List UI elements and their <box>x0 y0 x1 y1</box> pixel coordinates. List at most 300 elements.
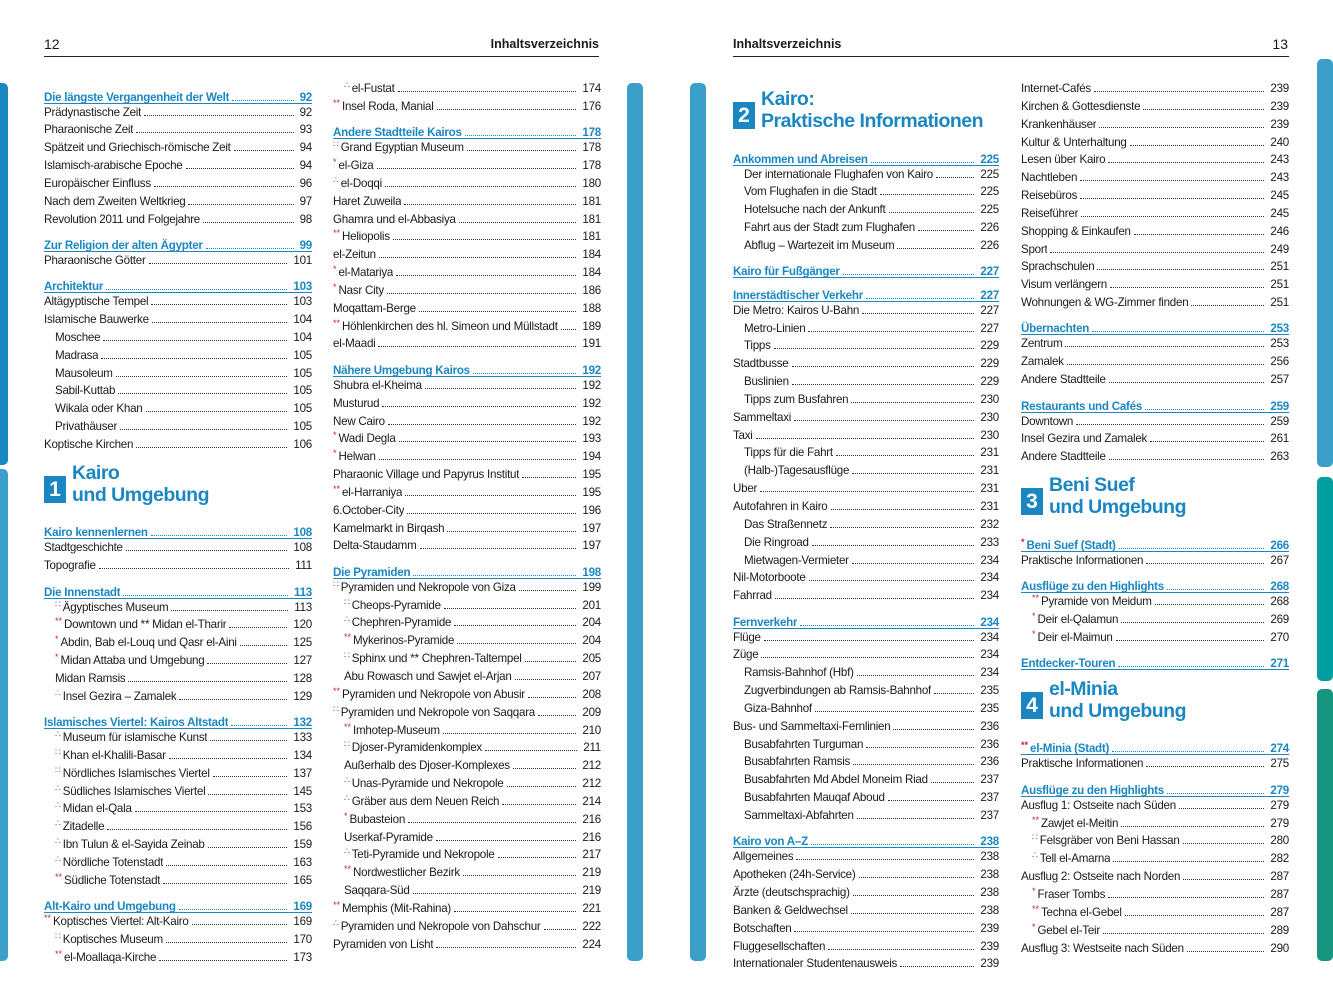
dot-leader <box>385 186 576 187</box>
toc-entry[interactable] <box>333 175 601 193</box>
dot-leader <box>1108 897 1264 898</box>
toc-entry[interactable] <box>1021 552 1289 570</box>
entry-title <box>1032 904 1122 923</box>
toc-entry[interactable] <box>333 139 601 157</box>
toc-entry[interactable] <box>733 848 999 866</box>
toc-entry[interactable] <box>333 335 601 353</box>
toc-entry[interactable] <box>333 211 601 229</box>
page-number: 132 <box>293 716 312 730</box>
dot-leader <box>192 924 288 925</box>
entry-text: Tipps zum Busfahren <box>744 392 849 406</box>
dot-leader <box>1119 548 1265 549</box>
toc-section-heading[interactable] <box>733 142 999 166</box>
toc-entry[interactable] <box>333 466 601 484</box>
entry-text: Midan el-Qala <box>62 802 132 816</box>
entry-text: Hotelsuche nach der Ankunft <box>744 203 886 217</box>
toc-entry[interactable] <box>44 121 312 139</box>
page-number: 287 <box>1270 887 1289 901</box>
toc-entry[interactable] <box>44 800 312 818</box>
toc-section-heading[interactable] <box>1021 528 1289 552</box>
page-number: 165 <box>293 873 312 887</box>
toc-entry[interactable] <box>44 418 312 436</box>
toc-entry[interactable] <box>333 722 601 740</box>
toc-entry[interactable] <box>333 157 601 175</box>
toc-entry[interactable] <box>333 430 601 448</box>
toc-entry[interactable] <box>733 646 999 664</box>
toc-entry[interactable] <box>333 228 601 246</box>
toc-entry[interactable] <box>1021 430 1289 448</box>
header-rule-left <box>44 56 599 57</box>
page-number: 225 <box>980 185 999 199</box>
dot-leader <box>208 794 287 795</box>
toc-entry[interactable] <box>333 246 601 264</box>
toc-entry[interactable] <box>733 219 999 237</box>
entry-title <box>1021 652 1115 676</box>
toc-entry[interactable] <box>44 599 312 617</box>
thumb-tab-right-2[interactable] <box>1317 477 1333 681</box>
thumb-tab-left-1[interactable] <box>0 83 8 465</box>
toc-entry[interactable] <box>44 436 312 454</box>
toc-entry[interactable] <box>44 818 312 836</box>
page-number: 211 <box>583 741 601 755</box>
toc-entry[interactable] <box>1021 187 1289 205</box>
toc-section-heading[interactable] <box>333 353 601 377</box>
toc-entry[interactable] <box>1021 611 1289 629</box>
toc-entry[interactable] <box>733 587 999 605</box>
toc-entry[interactable] <box>733 807 999 825</box>
toc-entry[interactable] <box>1021 241 1289 259</box>
entry-text: New Cairo <box>333 414 385 428</box>
dot-leader <box>889 212 975 213</box>
page-number: 282 <box>1270 852 1289 866</box>
toc-entry[interactable] <box>733 771 999 789</box>
entry-text: Moqattam-Berge <box>333 301 416 315</box>
toc-entry[interactable] <box>733 866 999 884</box>
toc-entry[interactable] <box>733 902 999 920</box>
thumb-tab-gutter-left[interactable] <box>627 83 643 961</box>
toc-entry[interactable] <box>733 320 999 338</box>
toc-entry[interactable] <box>1021 868 1289 886</box>
entry-title <box>733 955 897 973</box>
toc-entry[interactable] <box>333 98 601 116</box>
toc-entry[interactable] <box>44 382 312 400</box>
dot-leader <box>459 222 577 223</box>
toc-entry[interactable] <box>44 175 312 193</box>
entry-title <box>55 616 226 635</box>
entry-title <box>733 938 825 956</box>
dot-leader <box>538 715 576 716</box>
toc-entry[interactable] <box>44 616 312 634</box>
chapter-heading <box>44 454 312 516</box>
toc-section-heading[interactable] <box>44 706 312 730</box>
entry-text: Nördliche Totenstadt <box>62 856 164 869</box>
dot-leader <box>213 776 288 777</box>
dot-leader <box>1067 364 1265 365</box>
toc-entry[interactable] <box>333 793 601 811</box>
toc-entry[interactable] <box>1021 755 1289 773</box>
toc-entry[interactable] <box>1021 922 1289 940</box>
toc-entry[interactable] <box>733 718 999 736</box>
toc-entry[interactable] <box>733 201 999 219</box>
thumb-tab-gutter-right[interactable] <box>690 83 706 961</box>
entry-text: Mykerinos-Pyramide <box>353 634 455 648</box>
toc-entry[interactable] <box>333 264 601 282</box>
page-number: 184 <box>582 248 601 262</box>
right-page-number: 13 <box>1272 36 1288 52</box>
toc-entry[interactable] <box>333 318 601 336</box>
toc-entry[interactable] <box>44 783 312 801</box>
toc-entry[interactable] <box>44 652 312 670</box>
toc-entry[interactable] <box>44 329 312 347</box>
toc-entry[interactable] <box>333 918 601 936</box>
dot-leader <box>1103 933 1264 934</box>
toc-entry[interactable] <box>333 502 601 520</box>
dot-leader <box>1112 751 1264 752</box>
toc-entry[interactable] <box>333 193 601 211</box>
page-number: 238 <box>980 835 999 849</box>
toc-entry[interactable] <box>44 365 312 383</box>
page-number: 231 <box>980 446 999 460</box>
toc-entry[interactable] <box>733 237 999 255</box>
entry-title <box>333 246 376 264</box>
toc-section-heading[interactable] <box>44 228 312 252</box>
toc-entry[interactable] <box>1021 797 1289 815</box>
highlight-stars: ∴ <box>344 775 350 786</box>
toc-entry[interactable] <box>1021 815 1289 833</box>
page-number: 209 <box>582 705 601 719</box>
dot-leader <box>1099 127 1264 128</box>
page-number: 232 <box>980 517 999 531</box>
toc-entry[interactable] <box>1021 223 1289 241</box>
toc-entry[interactable] <box>1021 151 1289 169</box>
toc-entry[interactable] <box>44 931 312 949</box>
thumb-tab-left-2[interactable] <box>0 469 8 961</box>
toc-entry[interactable] <box>44 949 312 967</box>
entry-text: Apotheken (24h-Service) <box>733 868 856 882</box>
toc-entry[interactable] <box>333 300 601 318</box>
toc-entry[interactable] <box>333 80 601 98</box>
dot-leader <box>1050 252 1264 253</box>
toc-entry[interactable] <box>333 614 601 632</box>
toc-entry[interactable] <box>333 579 601 597</box>
entry-title <box>333 377 422 395</box>
toc-entry[interactable] <box>44 634 312 652</box>
toc-entry[interactable] <box>1021 294 1289 312</box>
entry-text: Memphis (Mit-Rahina) <box>342 901 452 915</box>
toc-entry[interactable] <box>333 811 601 829</box>
entry-text: Ausflug 3: Westseite nach Süden <box>1021 941 1184 955</box>
page-number: 103 <box>293 280 312 294</box>
toc-entry[interactable] <box>733 480 999 498</box>
toc-entry[interactable] <box>733 516 999 534</box>
entry-text: Spätzeit und Griechisch-römische Zeit <box>44 141 231 155</box>
toc-entry[interactable] <box>44 557 312 575</box>
toc-entry[interactable] <box>333 484 601 502</box>
toc-section-heading[interactable] <box>733 825 999 849</box>
dot-leader <box>515 679 577 680</box>
toc-entry[interactable] <box>733 534 999 552</box>
toc-entry[interactable] <box>44 347 312 365</box>
toc-entry[interactable] <box>733 409 999 427</box>
toc-section-heading[interactable] <box>44 890 312 914</box>
page-number: 216 <box>582 830 601 844</box>
toc-section-heading[interactable] <box>1021 569 1289 593</box>
toc-entry[interactable] <box>1021 335 1289 353</box>
toc-entry[interactable] <box>333 829 601 847</box>
toc-entry[interactable] <box>733 569 999 587</box>
dot-leader <box>152 322 288 323</box>
toc-entry[interactable] <box>44 765 312 783</box>
toc-entry[interactable] <box>333 757 601 775</box>
page-number: 99 <box>299 238 312 252</box>
toc-entry[interactable] <box>44 836 312 854</box>
toc-entry[interactable] <box>333 864 601 882</box>
entry-title <box>55 670 125 688</box>
toc-entry[interactable] <box>333 739 601 757</box>
entry-title <box>333 264 393 283</box>
toc-entry[interactable] <box>1021 886 1289 904</box>
toc-entry[interactable] <box>1021 448 1289 466</box>
toc-entry[interactable] <box>733 183 999 201</box>
toc-entry[interactable] <box>333 900 601 918</box>
toc-entry[interactable] <box>333 686 601 704</box>
toc-entry[interactable] <box>333 704 601 722</box>
highlight-stars: * <box>333 281 337 292</box>
toc-entry[interactable] <box>733 682 999 700</box>
page-number: 245 <box>1270 206 1289 220</box>
page-number: 231 <box>980 482 999 496</box>
dot-leader <box>760 491 974 492</box>
toc-entry[interactable] <box>733 337 999 355</box>
toc-entry[interactable] <box>333 413 601 431</box>
toc-entry[interactable] <box>44 729 312 747</box>
toc-entry[interactable] <box>333 668 601 686</box>
entry-title <box>344 668 512 686</box>
entry-text: Pyramiden und Nekropole von Abusir <box>342 687 525 701</box>
highlight-stars: ∴ <box>344 614 350 625</box>
toc-section-heading[interactable] <box>333 555 601 579</box>
entry-title <box>1021 187 1077 205</box>
toc-entry[interactable] <box>333 775 601 793</box>
page-number: 163 <box>293 856 312 869</box>
page-number: 289 <box>1270 923 1289 937</box>
toc-entry[interactable] <box>1021 413 1289 431</box>
toc-entry[interactable] <box>733 552 999 570</box>
page-number: 287 <box>1270 905 1289 919</box>
page-number: 212 <box>582 777 601 791</box>
toc-entry[interactable] <box>333 632 601 650</box>
chapter-title-line: und Umgebung <box>1049 699 1186 722</box>
toc-section-heading[interactable] <box>1021 732 1289 756</box>
toc-entry[interactable] <box>733 664 999 682</box>
entry-title <box>333 193 401 211</box>
dot-leader <box>163 883 287 884</box>
highlight-stars: * <box>1032 921 1036 932</box>
dot-leader <box>116 376 288 377</box>
toc-entry[interactable] <box>333 846 601 864</box>
toc-entry[interactable] <box>1021 940 1289 958</box>
entry-title <box>1021 258 1094 276</box>
toc-entry[interactable] <box>733 700 999 718</box>
page-number: 214 <box>582 794 601 808</box>
toc-entry[interactable] <box>44 872 312 890</box>
toc-section-heading[interactable] <box>333 116 601 140</box>
page-number: 279 <box>1270 798 1289 812</box>
toc-section-heading[interactable] <box>1021 773 1289 797</box>
page-number: 178 <box>582 126 601 140</box>
toc-entry[interactable] <box>333 520 601 538</box>
toc-entry[interactable] <box>733 355 999 373</box>
page-number: 235 <box>980 701 999 715</box>
toc-entry[interactable] <box>44 670 312 688</box>
entry-text: Der internationale Flughafen von Kairo <box>744 167 934 181</box>
thumb-tab-right-1[interactable] <box>1317 59 1333 467</box>
entry-title <box>733 302 859 320</box>
toc-entry[interactable] <box>1021 205 1289 223</box>
toc-entry[interactable] <box>333 537 601 555</box>
toc-entry[interactable] <box>44 293 312 311</box>
toc-entry[interactable] <box>733 938 999 956</box>
highlight-stars: ** <box>55 871 63 882</box>
toc-entry[interactable] <box>333 882 601 900</box>
entry-title <box>744 807 854 825</box>
entry-title <box>733 718 890 736</box>
entry-title <box>1021 241 1047 259</box>
page-number: 170 <box>293 933 312 947</box>
toc-entry[interactable] <box>733 302 999 320</box>
toc-entry[interactable] <box>1021 371 1289 389</box>
toc-entry[interactable] <box>44 400 312 418</box>
toc-section-heading[interactable] <box>1021 646 1289 670</box>
entry-text: Abdin, Bab el-Louq und Qasr el-Aini <box>60 636 237 650</box>
entry-text: Architektur <box>44 280 104 294</box>
toc-entry[interactable] <box>44 193 312 211</box>
entry-text: Ägyptisches Museum <box>62 600 169 614</box>
entry-title <box>1032 629 1113 648</box>
thumb-tab-right-3[interactable] <box>1317 689 1333 961</box>
entry-text: Andere Stadtteile <box>1021 450 1106 464</box>
toc-section-heading[interactable] <box>1021 389 1289 413</box>
toc-entry[interactable] <box>733 955 999 973</box>
toc-entry[interactable] <box>44 913 312 931</box>
toc-entry[interactable] <box>44 539 312 557</box>
toc-entry[interactable] <box>1021 134 1289 152</box>
toc-section-heading[interactable] <box>44 270 312 294</box>
dot-leader <box>812 545 975 546</box>
toc-entry[interactable] <box>1021 98 1289 116</box>
entry-text: Südliche Totenstadt <box>64 873 161 887</box>
toc-entry[interactable] <box>733 753 999 771</box>
toc-entry[interactable] <box>1021 353 1289 371</box>
entry-text: Andere Stadtteile <box>1021 373 1106 387</box>
toc-section-heading[interactable] <box>44 516 312 540</box>
toc-section-heading[interactable] <box>1021 312 1289 336</box>
dot-leader <box>136 447 287 448</box>
toc-entry[interactable] <box>733 391 999 409</box>
toc-entry[interactable] <box>1021 850 1289 868</box>
dot-leader <box>186 168 294 169</box>
toc-entry[interactable] <box>44 747 312 765</box>
entry-text: Ghamra und el-Abbasiya <box>333 212 456 226</box>
entry-text: Ramsis-Bahnhof (Hbf) <box>744 666 854 680</box>
toc-entry[interactable] <box>733 920 999 938</box>
highlight-stars: ∷ <box>333 703 339 714</box>
toc-entry[interactable] <box>1021 629 1289 647</box>
toc-entry[interactable] <box>1021 116 1289 134</box>
toc-entry[interactable] <box>333 448 601 466</box>
chapter-title <box>1049 678 1186 722</box>
entry-text: Fahrt aus der Stadt zum Flughafen <box>744 221 915 235</box>
toc-section-heading[interactable] <box>733 255 999 279</box>
toc-section-heading[interactable] <box>733 605 999 629</box>
toc-entry[interactable] <box>733 444 999 462</box>
toc-entry[interactable] <box>44 311 312 329</box>
chapter-number: 2 <box>733 102 755 129</box>
toc-entry[interactable] <box>333 936 601 954</box>
toc-entry[interactable] <box>733 427 999 445</box>
entry-title <box>333 98 434 117</box>
entry-text: Helwan <box>338 450 376 464</box>
toc-entry[interactable] <box>733 789 999 807</box>
page-number: 230 <box>980 428 999 442</box>
toc-entry[interactable] <box>44 139 312 157</box>
toc-entry[interactable] <box>1021 904 1289 922</box>
toc-entry[interactable] <box>1021 276 1289 294</box>
toc-entry[interactable] <box>44 688 312 706</box>
entry-text: Deir el-Maimun <box>1037 630 1113 644</box>
toc-entry[interactable] <box>733 884 999 902</box>
toc-entry[interactable] <box>733 736 999 754</box>
entry-text: Metro-Linien <box>744 321 806 335</box>
entry-title <box>744 736 863 754</box>
toc-section-heading[interactable] <box>44 80 312 104</box>
page-number: 169 <box>293 900 312 914</box>
toc-entry[interactable] <box>1021 258 1289 276</box>
toc-entry[interactable] <box>733 373 999 391</box>
toc-entry[interactable] <box>1021 80 1289 98</box>
toc-entry[interactable] <box>44 157 312 175</box>
page-number: 192 <box>582 378 601 392</box>
toc-section-heading[interactable] <box>44 575 312 599</box>
entry-title <box>1021 116 1096 134</box>
entry-title <box>55 747 166 766</box>
toc-entry[interactable] <box>333 282 601 300</box>
page-number: 236 <box>980 755 999 769</box>
toc-entry[interactable] <box>333 650 601 668</box>
dot-leader <box>206 248 294 249</box>
toc-entry[interactable] <box>733 166 999 184</box>
toc-entry[interactable] <box>1021 169 1289 187</box>
entry-title <box>333 900 451 919</box>
entry-title <box>1021 276 1107 294</box>
dot-leader <box>936 177 974 178</box>
toc-entry[interactable] <box>44 211 312 229</box>
entry-title <box>744 534 809 552</box>
toc-entry[interactable] <box>333 395 601 413</box>
toc-entry[interactable] <box>44 854 312 872</box>
dot-leader <box>379 459 577 460</box>
toc-entry[interactable] <box>333 597 601 615</box>
entry-title <box>44 539 123 557</box>
entry-text: Djoser-Pyramidenkomplex <box>351 741 482 755</box>
dot-leader <box>513 768 577 769</box>
dot-leader <box>387 293 576 294</box>
toc-entry[interactable] <box>733 462 999 480</box>
dot-leader <box>756 438 975 439</box>
toc-entry[interactable] <box>1021 832 1289 850</box>
entry-text: Tipps <box>744 339 771 353</box>
toc-entry[interactable] <box>733 498 999 516</box>
